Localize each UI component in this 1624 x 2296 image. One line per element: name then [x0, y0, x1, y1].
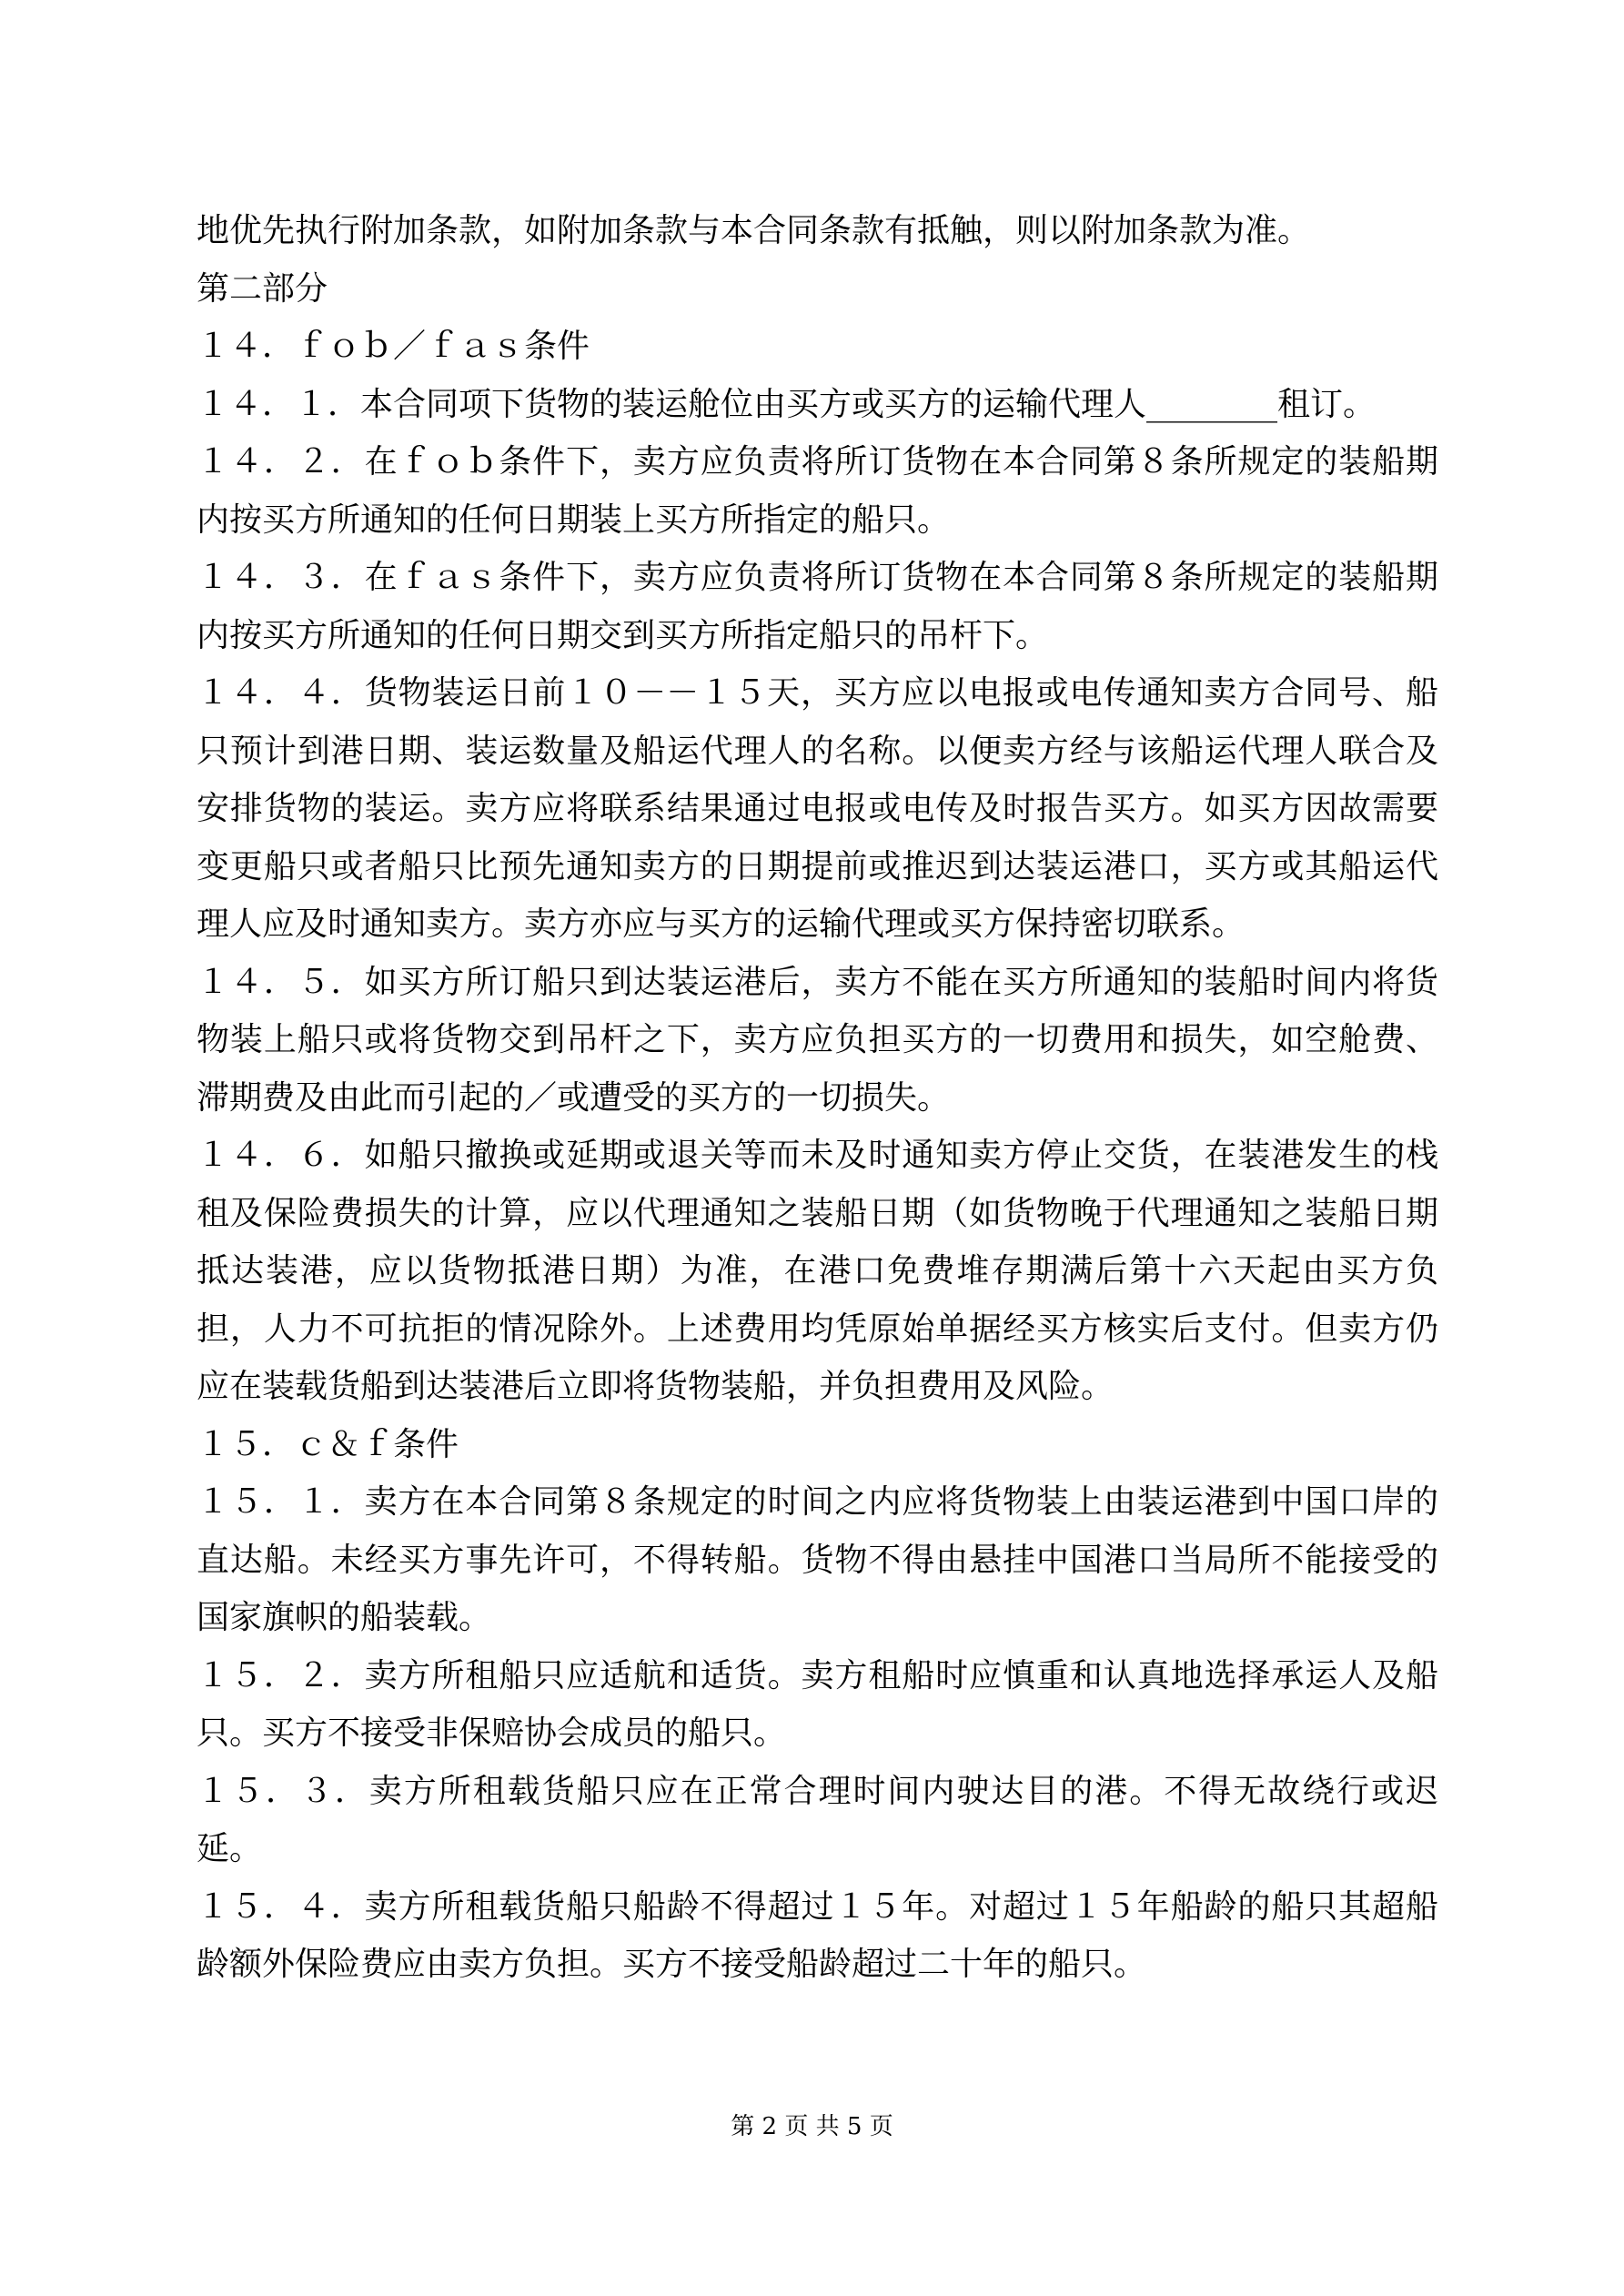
clause-14-5: １４．５．如买方所订船只到达装运港后，卖方不能在买方所通知的装船时间内将货物装上船只或将货物交到吊杆之下，卖方应负担买方的一切费用和损失，如空舱费、滞期费及由此而引起的／或遭受的买方的一切损失。 — [197, 963, 1438, 1117]
clause-15-2: １５．２．卖方所租船只应适航和适货。卖方租船时应慎重和认真地选择承运人及船只。买方不接受非保赔协会成员的船只。 — [197, 1656, 1438, 1752]
document-body — [197, 202, 1438, 1994]
clause-15-4: １５．４．卖方所租载货船只船龄不得超过１５年。对超过１５年船龄的船只其超船龄额外保险费应由卖方负担。买方不接受船龄超过二十年的船只。 — [197, 1887, 1438, 1983]
clause-14-3: １４．３．在ｆａｓ条件下，卖方应负责将所订货物在本合同第８条所规定的装船期内按买方所通知的任何日期交到买方所指定船只的吊杆下。 — [197, 559, 1438, 654]
clause-heading-14: １４．ｆｏｂ／ｆａｓ条件 — [197, 328, 590, 365]
clause-15-3: １５．３．卖方所租载货船只应在正常合理时间内驶达目的港。不得无故绕行或迟延。 — [197, 1772, 1438, 1867]
page-number-footer: 第 2 页 共 5 页 — [731, 2113, 893, 2140]
clause-14-4: １４．４．货物装运日前１０－－１５天，买方应以电报或电传通知卖方合同号、船只预计到港日期、装运数量及船运代理人的名称。以便卖方经与该船运代理人联合及安排货物的装运。卖方应将联系结果通过电报或电传及时报告买方。如买方因故需要变更船只或者船只比预先通知卖方的日期提前或推迟到达装运港口，买方或其船运代理人应及时通知卖方。卖方亦应与买方的运输代理或买方保持密切联系。 — [197, 674, 1438, 943]
paragraph-clause-continuation: 地优先执行附加条款，如附加条款与本合同条款有抵触，则以附加条款为准。 — [197, 212, 1311, 249]
section-heading-part-two: 第二部分 — [197, 269, 328, 308]
clause-14-1: １４．１．本合同项下货物的装运舱位由买方或买方的运输代理人________租订。 — [197, 385, 1377, 423]
clause-15-1: １５．１．卖方在本合同第８条规定的时间之内应将货物装上由装运港到中国口岸的直达船。未经买方事先许可，不得转船。货物不得由悬挂中国港口当局所不能接受的国家旗帜的船装载。 — [197, 1483, 1438, 1636]
clause-14-2: １４．２．在ｆｏｂ条件下，卖方应负责将所订货物在本合同第８条所规定的装船期内按买方所通知的任何日期装上买方所指定的船只。 — [197, 443, 1438, 539]
clause-14-6: １４．６．如船只撤换或延期或退关等而未及时通知卖方停止交货，在装港发生的栈租及保险费损失的计算，应以代理通知之装船日期（如货物晚于代理通知之装船日期抵达装港，应以货物抵港日期）为准，在港口免费堆存期满后第十六天起由买方负担，人力不可抗拒的情况除外。上述费用均凭原始单据经买方核实后支付。但卖方仍应在装载货船到达装港后立即将货物装船，并负担费用及风险。 — [197, 1137, 1438, 1405]
clause-heading-15: １５．ｃ＆ｆ条件 — [197, 1425, 459, 1463]
